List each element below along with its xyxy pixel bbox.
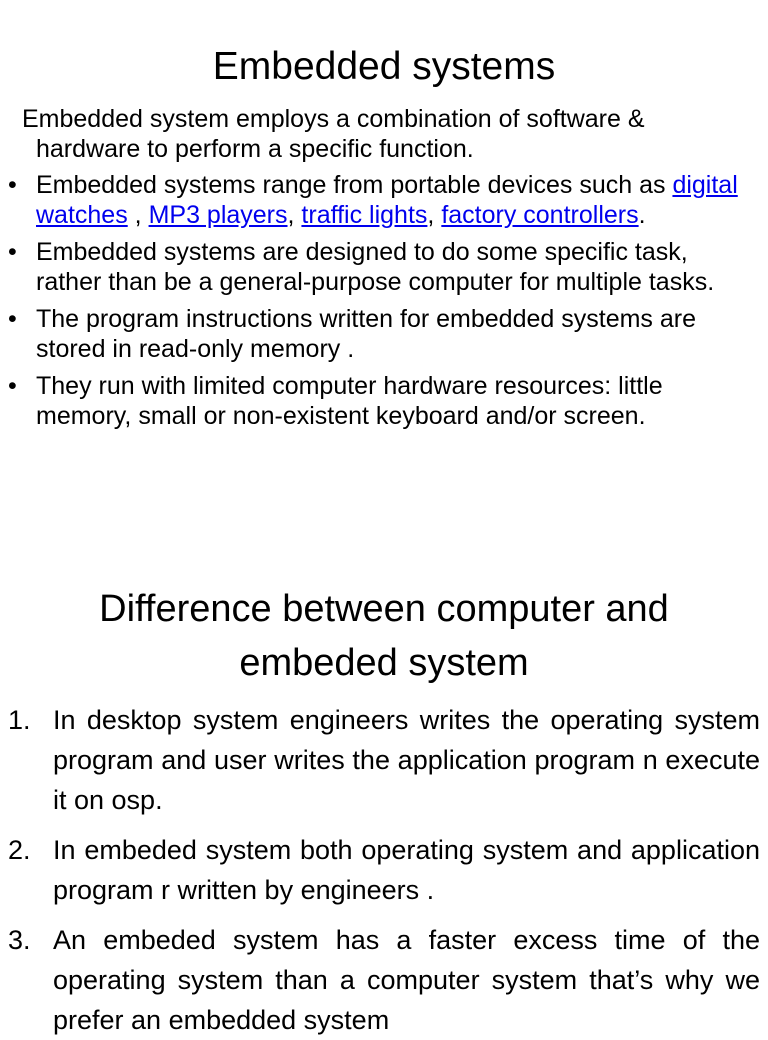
separator: , bbox=[427, 201, 442, 229]
bullet-list bbox=[0, 170, 768, 431]
list-item bbox=[0, 170, 768, 230]
bullet-text: The program instructions written for embedded systems are stored in read-only memory . bbox=[36, 305, 696, 363]
link-digital-watches[interactable]: digital watches bbox=[36, 171, 738, 229]
bullet-text: Embedded systems range from portable devices such as bbox=[36, 171, 673, 199]
link-mp3-players[interactable]: MP3 players bbox=[148, 201, 288, 229]
slide-title bbox=[0, 576, 768, 690]
bullet-icon: • bbox=[8, 171, 17, 199]
bullet-icon: • bbox=[8, 372, 17, 400]
bullet-text: They run with limited computer hardware resources: little memory, small or non-existent keyboard and/or screen. bbox=[36, 372, 663, 430]
bullet-suffix: . bbox=[638, 201, 646, 229]
list-item bbox=[0, 920, 768, 1040]
item-text: An embeded system has a faster excess time of the operating system than a computer system that’s why we prefer an embedded system bbox=[53, 925, 760, 1035]
intro-paragraph bbox=[22, 104, 748, 164]
list-item bbox=[0, 830, 768, 910]
bullet-icon: • bbox=[8, 305, 17, 333]
intro-line-2: hardware to perform a specific function. bbox=[36, 135, 474, 163]
list-item bbox=[0, 237, 768, 297]
item-number: 1. bbox=[8, 705, 31, 735]
separator: , bbox=[127, 201, 149, 229]
item-number: 2. bbox=[8, 835, 31, 865]
intro-line-1: Embedded system employs a combination of software & bbox=[22, 105, 645, 133]
list-item bbox=[0, 371, 768, 431]
separator: , bbox=[287, 201, 302, 229]
slide-difference bbox=[0, 576, 768, 1035]
item-text: In desktop system engineers writes the operating system program and user writes the application program n execute it on osp. bbox=[53, 705, 760, 815]
numbered-list bbox=[0, 700, 768, 1040]
list-item bbox=[0, 304, 768, 364]
list-item bbox=[0, 700, 768, 820]
title-line-2: embeded system bbox=[239, 642, 529, 684]
title-line-1: Difference between computer and bbox=[99, 588, 669, 630]
link-traffic-lights[interactable]: traffic lights bbox=[301, 201, 428, 229]
slide-title: Embedded systems bbox=[212, 45, 556, 88]
link-factory-controllers[interactable]: factory controllers bbox=[441, 201, 639, 229]
bullet-icon: • bbox=[8, 238, 17, 266]
bullet-text: Embedded systems are designed to do some specific task, rather than be a general-purpose computer for multiple tasks. bbox=[36, 238, 715, 296]
item-number: 3. bbox=[8, 925, 31, 955]
item-text: In embeded system both operating system and application program r written by engineers . bbox=[53, 835, 760, 905]
